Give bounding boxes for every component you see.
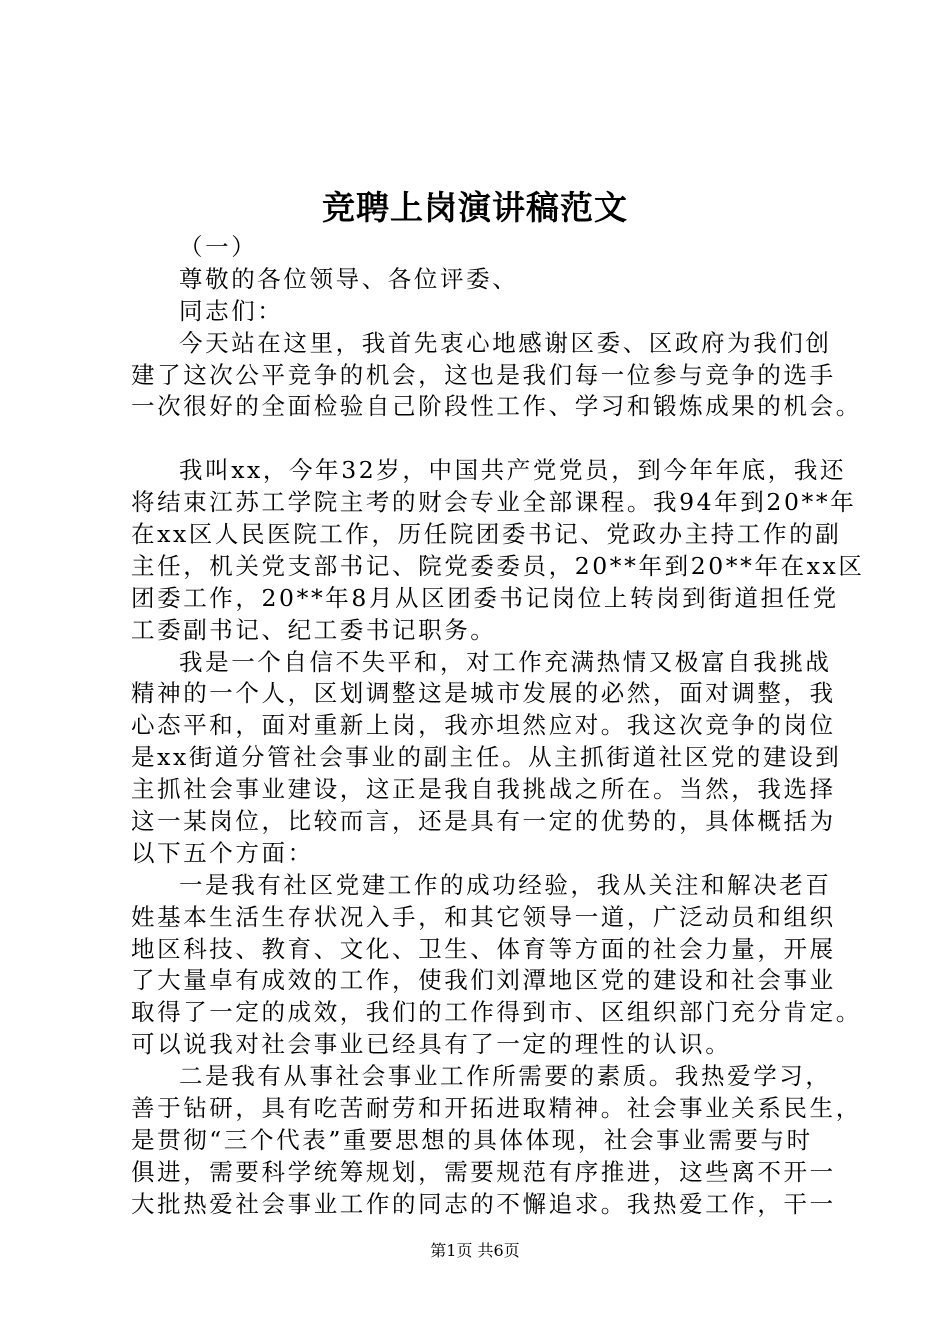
paragraph-line: 精神的一个人，区划调整这是城市发展的必然，面对调整，我	[131, 679, 836, 708]
paragraph-line: 可以说我对社会事业已经具有了一定的理性的认识。	[131, 1030, 732, 1059]
paragraph-line: 今天站在这里，我首先衷心地感谢区委、区政府为我们创	[179, 328, 832, 357]
paragraph-line: 以下五个方面：	[131, 838, 314, 867]
paragraph-line: 一是我有社区党建工作的成功经验，我从关注和解决老百	[179, 870, 832, 899]
paragraph-line: 地区科技、教育、文化、卫生、体育等方面的社会力量，开展	[131, 934, 836, 963]
paragraph-line: 是xx街道分管社会事业的副主任。从主抓街道社区党的建设到	[131, 743, 842, 772]
paragraph-line: 大批热爱社会事业工作的同志的不懈追求。我热爱工作，干一	[131, 1189, 836, 1218]
paragraph-line: 我叫xx，今年32岁，中国共产党党员，到今年年底，我还	[179, 456, 847, 485]
document-title: 竞聘上岗演讲稿范文	[322, 188, 628, 227]
paragraph-line: 是贯彻“三个代表”重要思想的具体体现，社会事业需要与时	[131, 1125, 813, 1154]
document-body	[131, 232, 865, 1221]
paragraph-line: 将结束江苏工学院主考的财会专业全部课程。我94年到20**年	[131, 488, 857, 517]
section-number: （一）	[179, 233, 258, 261]
paragraph-line: 姓基本生活生存状况入手，和其它领导一道，广泛动员和组织	[131, 902, 836, 931]
paragraph-line: 取得了一定的成效，我们的工作得到市、区组织部门充分肯定。	[131, 998, 862, 1027]
page-number-footer: 第1页 共6页	[430, 1241, 520, 1260]
paragraph-line: 建了这次公平竞争的机会，这也是我们每一位参与竞争的选手	[131, 360, 836, 389]
blank-line	[131, 423, 843, 455]
paragraph-line: 一次很好的全面检验自己阶段性工作、学习和锻炼成果的机会。	[131, 392, 862, 421]
paragraph-line: 二是我有从事社会事业工作所需要的素质。我热爱学习，	[179, 1062, 832, 1091]
paragraph-line: 在xx区人民医院工作，历任院团委书记、党政办主持工作的副	[131, 520, 842, 549]
paragraph-line: 俱进，需要科学统筹规划，需要规范有序推进，这些离不开一	[131, 1157, 836, 1186]
paragraph-line: 主任，机关党支部书记、院党委委员，20**年到20**年在xx区	[131, 551, 865, 580]
paragraph-line: 我是一个自信不失平和，对工作充满热情又极富自我挑战	[179, 647, 832, 676]
paragraph-line: 工委副书记、纪工委书记职务。	[131, 615, 497, 644]
paragraph-line: 心态平和，面对重新上岗，我亦坦然应对。我这次竞争的岗位	[131, 711, 836, 740]
paragraph-line: 主抓社会事业建设，这正是我自我挑战之所在。当然，我选择	[131, 775, 836, 804]
paragraph-line: 团委工作，20**年8月从区团委书记岗位上转岗到街道担任党	[131, 583, 839, 612]
paragraph-line: 了大量卓有成效的工作，使我们刘潭地区党的建设和社会事业	[131, 966, 836, 995]
salutation-line: 同志们：	[179, 296, 284, 325]
paragraph-line: 善于钻研，具有吃苦耐劳和开拓进取精神。社会事业关系民生，	[131, 1094, 862, 1123]
salutation-line: 尊敬的各位领导、各位评委、	[179, 264, 519, 293]
paragraph-line: 这一某岗位，比较而言，还是具有一定的优势的，具体概括为	[131, 807, 836, 836]
